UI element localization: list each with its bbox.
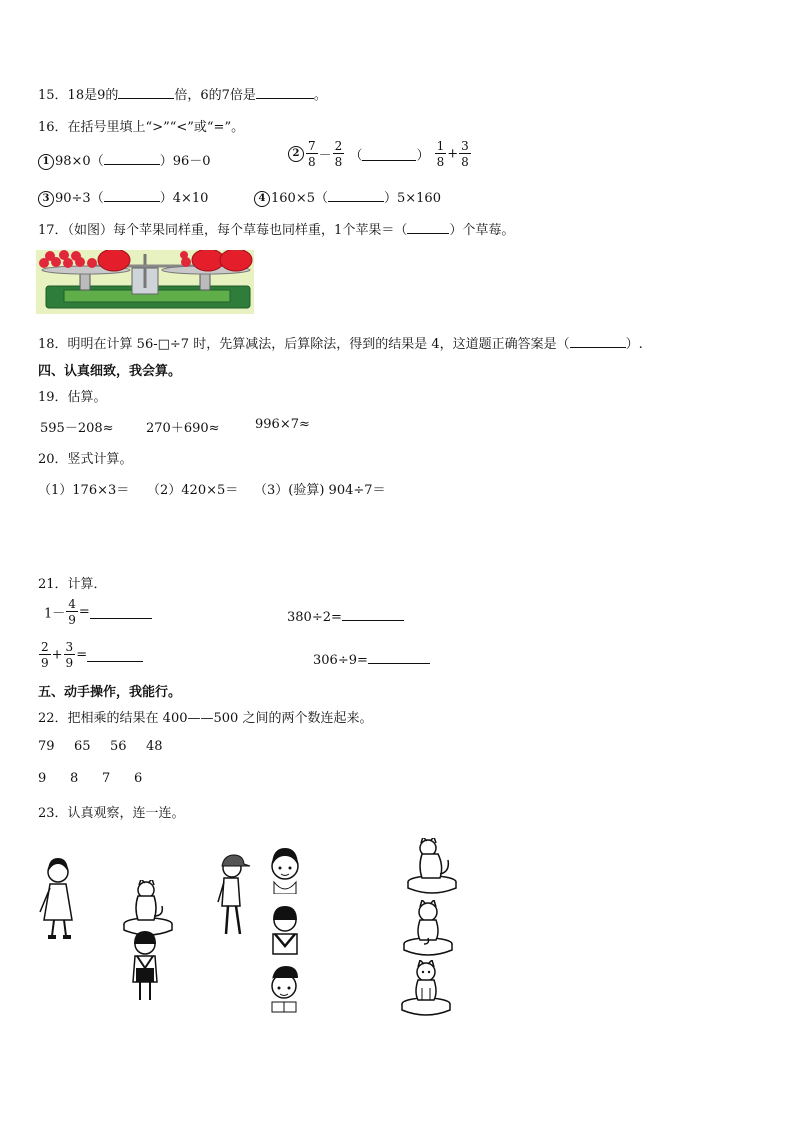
- question-15: 15．18是9的 倍，6的7倍是 。: [38, 88, 327, 103]
- number-item[interactable]: 9: [38, 771, 47, 786]
- answer-blank[interactable]: [328, 189, 384, 202]
- cat-on-stand: [122, 880, 174, 936]
- vertical-calc-1: （1）176×3＝: [38, 483, 130, 498]
- section-5-heading: 五、动手操作，我能行。: [38, 685, 182, 700]
- question-16: 16．在括号里填上“>”“<”或“=”。: [38, 120, 245, 135]
- calc-21c: $\frac{2}{9}$ + $\frac{3}{9}$ =: [38, 641, 143, 669]
- answer-blank[interactable]: [104, 152, 160, 165]
- number-item[interactable]: 48: [146, 739, 163, 754]
- number-item[interactable]: 79: [38, 739, 55, 754]
- boy-front-option[interactable]: [264, 964, 304, 1014]
- question-16-item-4: 4 160×5（ ）5×160: [254, 187, 441, 207]
- answer-blank[interactable]: [407, 221, 449, 234]
- section-4-heading: 四、认真细致，我会算。: [38, 364, 182, 379]
- calc-21a: 1－ $\frac{4}{9}$ =: [44, 598, 152, 626]
- number-item[interactable]: 6: [134, 771, 143, 786]
- girl-figure: [36, 856, 76, 942]
- question-16-item-3: 3 90÷3（ ）4×10: [38, 187, 208, 207]
- balance-scale-image: [36, 250, 254, 314]
- answer-blank[interactable]: [104, 189, 160, 202]
- estimate-1: 595－208≈: [40, 421, 114, 436]
- estimate-2: 270＋690≈: [146, 421, 220, 436]
- girl-face-option[interactable]: [266, 844, 304, 894]
- number-item[interactable]: 8: [70, 771, 79, 786]
- calc-21b: 380÷2=: [287, 608, 404, 625]
- number-item[interactable]: 65: [74, 739, 91, 754]
- question-20: 20．竖式计算。: [38, 452, 133, 467]
- number-row-top: [38, 739, 182, 754]
- number-row-bottom: [38, 771, 166, 786]
- boy-side-figure[interactable]: [212, 854, 252, 940]
- answer-blank[interactable]: [362, 148, 416, 161]
- question-22: 22．把相乘的结果在 400——500 之间的两个数连起来。: [38, 711, 373, 726]
- answer-blank[interactable]: [570, 335, 626, 348]
- answer-blank[interactable]: [90, 606, 152, 619]
- question-16-item-1: 1 98×0（ ）96－0: [38, 150, 211, 170]
- question-16-item-2: 2 $\frac{7}{8}$ － $\frac{2}{8}$ （ ） $\frac{1}{8}$ + $\frac{3}{8}$: [288, 140, 472, 168]
- number-item[interactable]: 7: [102, 771, 111, 786]
- boy-back-option[interactable]: [266, 904, 304, 956]
- cat-back-option[interactable]: [402, 900, 454, 958]
- answer-blank[interactable]: [87, 649, 143, 662]
- number-item[interactable]: 56: [110, 739, 127, 754]
- boy-back-figure: [128, 930, 162, 1006]
- question-17: 17．（如图）每个苹果同样重，每个草莓也同样重，1个苹果＝（ ）个草莓。: [38, 223, 515, 238]
- answer-blank[interactable]: [256, 86, 314, 99]
- answer-blank[interactable]: [368, 651, 430, 664]
- estimate-3: 996×7≈: [255, 417, 310, 432]
- question-21: 21．计算．: [38, 577, 107, 592]
- question-19: 19．估算。: [38, 390, 107, 405]
- calc-21d: 306÷9=: [313, 651, 430, 668]
- answer-blank[interactable]: [342, 608, 404, 621]
- cat-side-option[interactable]: [406, 838, 458, 896]
- question-23: 23．认真观察，连一连。: [38, 806, 185, 821]
- question-18: 18．明明在计算 56-□÷7 时，先算减法，后算除法，得到的结果是 4，这道题正确答案是（ ）.: [38, 337, 643, 352]
- vertical-calc-3: （3）(验算) 904÷7＝: [254, 483, 386, 498]
- answer-blank[interactable]: [118, 86, 174, 99]
- cat-front-option[interactable]: [400, 960, 452, 1018]
- vertical-calc-2: （2）420×5＝: [147, 483, 239, 498]
